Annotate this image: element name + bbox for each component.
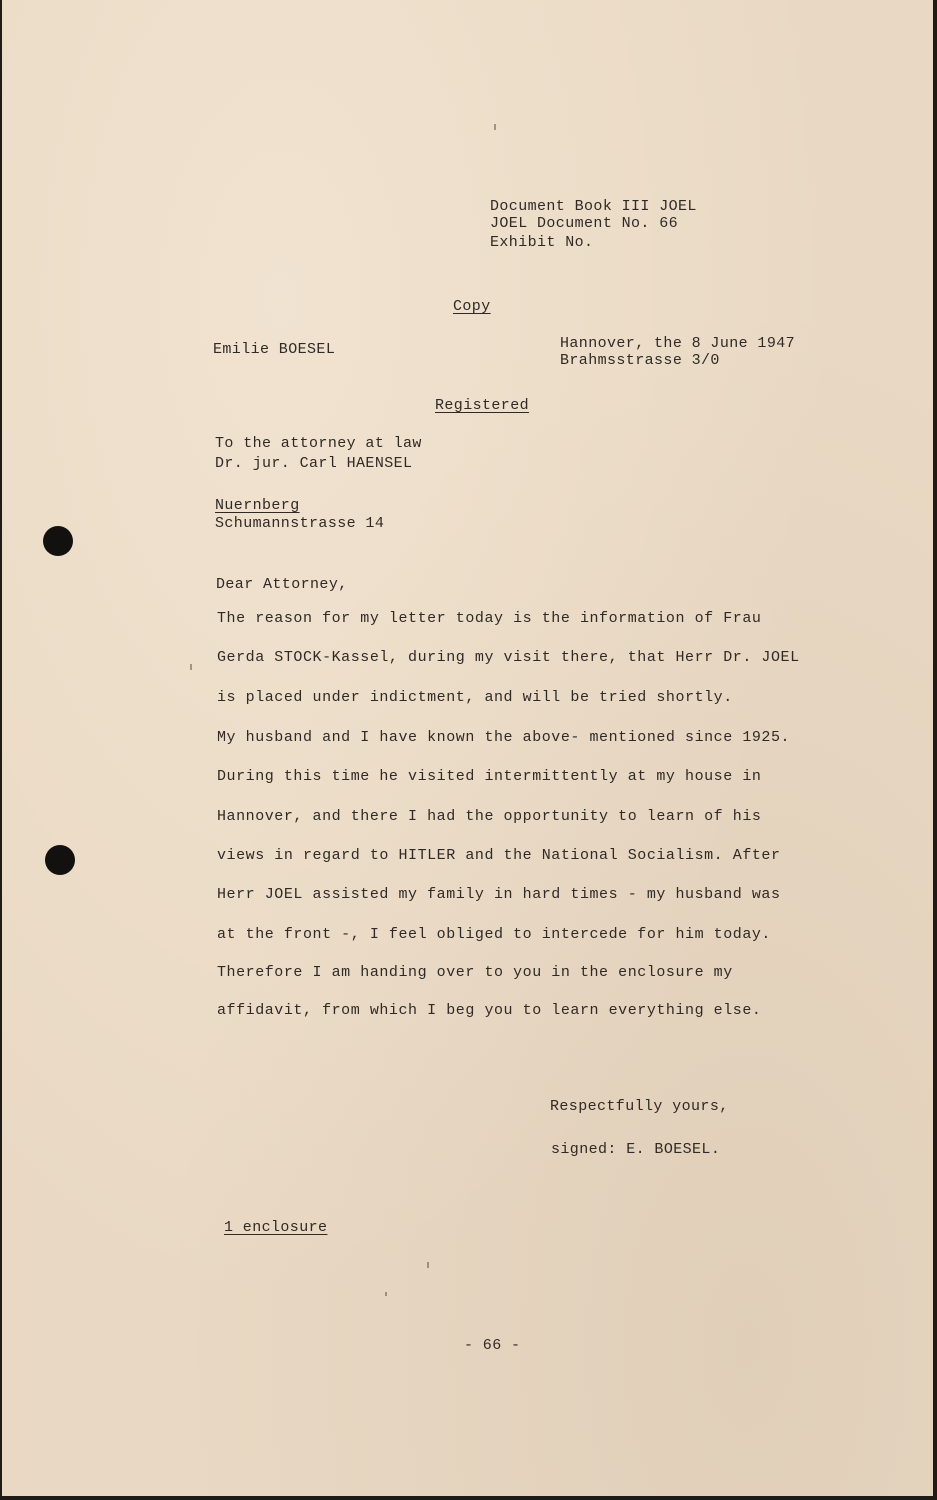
place-date-block xyxy=(560,335,795,369)
paper-speck xyxy=(385,1292,387,1296)
recipient-city: Nuernberg xyxy=(215,497,300,514)
paper-speck xyxy=(494,124,496,130)
punch-hole-upper xyxy=(43,526,73,556)
body-line: Hannover, and there I had the opportunity to learn of his xyxy=(217,808,762,825)
recipient-title-line: To the attorney at law xyxy=(215,435,422,452)
body-line: views in regard to HITLER and the National Socialism. After xyxy=(217,847,781,864)
body-line: Herr JOEL assisted my family in hard times - my husband was xyxy=(217,886,781,903)
document-number-line: JOEL Document No. 66 xyxy=(490,215,679,232)
recipient-name-line: Dr. jur. Carl HAENSEL xyxy=(215,455,413,472)
paper-speck xyxy=(190,664,192,670)
body-line: Therefore I am handing over to you in the enclosure my xyxy=(217,964,733,981)
signature-line: signed: E. BOESEL. xyxy=(551,1141,721,1158)
recipient-address-block xyxy=(215,497,384,533)
body-line: affidavit, from which I beg you to learn everything else. xyxy=(217,1002,762,1019)
exhibit-line: Exhibit No. xyxy=(490,234,594,251)
header-block xyxy=(490,198,697,251)
salutation: Dear Attorney, xyxy=(216,576,348,593)
recipient-street: Schumannstrasse 14 xyxy=(215,515,385,532)
enclosure-note: 1 enclosure xyxy=(224,1219,328,1236)
street-address-line: Brahmsstrasse 3/0 xyxy=(560,352,720,369)
place-date-line: Hannover, the 8 June 1947 xyxy=(560,335,796,352)
document-book-line: Document Book III JOEL xyxy=(490,198,697,215)
body-line: is placed under indictment, and will be tried shortly. xyxy=(217,689,733,706)
body-line: Gerda STOCK-Kassel, during my visit there, that Herr Dr. JOEL xyxy=(217,649,800,666)
paper-speck xyxy=(427,1262,429,1268)
closing: Respectfully yours, xyxy=(550,1098,729,1115)
registered-label: Registered xyxy=(435,397,530,414)
copy-label: Copy xyxy=(453,298,491,315)
body-line: at the front -, I feel obliged to intercede for him today. xyxy=(217,926,771,943)
document-page xyxy=(2,0,933,1496)
body-line: The reason for my letter today is the information of Frau xyxy=(217,610,762,627)
punch-hole-lower xyxy=(45,845,75,875)
recipient-block xyxy=(215,434,422,474)
body-line: During this time he visited intermittently at my house in xyxy=(217,768,762,785)
body-line: My husband and I have known the above- mentioned since 1925. xyxy=(217,729,791,746)
page-number: - 66 - xyxy=(464,1337,521,1354)
sender-name: Emilie BOESEL xyxy=(213,341,336,358)
